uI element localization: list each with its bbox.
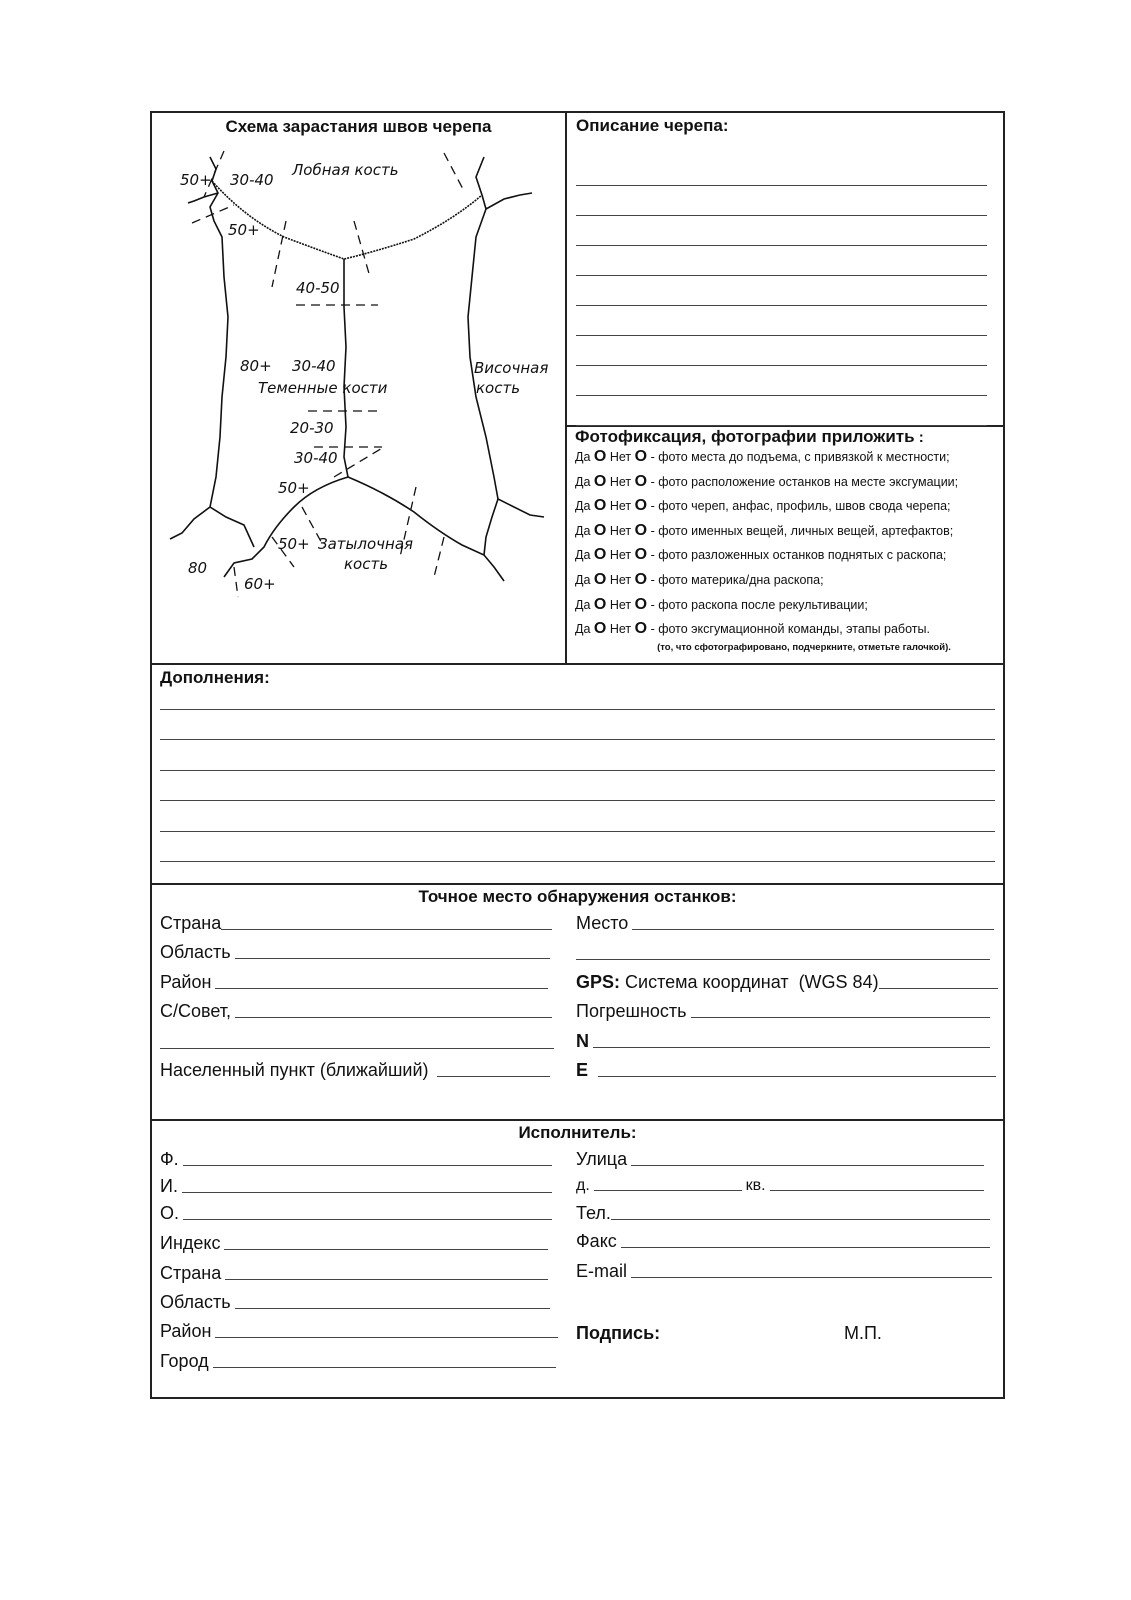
photo-item-label: - фото расположение останков на месте эксгумации;	[650, 474, 959, 489]
additions-title: Дополнения:	[160, 668, 270, 687]
no-radio[interactable]: O	[634, 521, 648, 539]
photo-item-label: - фото места до подъема, с привязкой к местности;	[650, 450, 950, 464]
occipital-bone-label-2: кость	[344, 555, 389, 573]
yes-radio[interactable]: O	[593, 497, 607, 515]
east-coordinate-field[interactable]: E	[576, 1060, 996, 1081]
skull-scheme-title: Схема зарастания швов черепа	[225, 117, 492, 136]
house-apartment-field[interactable]: д. кв.	[576, 1177, 984, 1195]
photo-item: Да O Нет O - фото места до подъема, с привязкой к местности;	[575, 448, 950, 465]
photo-item-label: - фото именных вещей, личных вещей, артефактов;	[650, 523, 954, 538]
photo-item-label: - фото раскопа после рекультивации;	[650, 597, 868, 612]
city-field[interactable]: Город	[160, 1351, 556, 1372]
email-field[interactable]: E-mail	[576, 1261, 992, 1282]
age-label: 60+	[244, 575, 276, 593]
age-label: 30-40	[230, 171, 274, 189]
house-input[interactable]	[594, 1190, 742, 1191]
parietal-bone-label: Теменные кости	[258, 379, 388, 397]
executor-region-field[interactable]: Область	[160, 1292, 550, 1313]
surname-field[interactable]: Ф.	[160, 1149, 552, 1170]
district-field[interactable]: Район	[160, 972, 548, 993]
village-council-extra-line[interactable]	[160, 1031, 554, 1053]
north-coordinate-field[interactable]: N	[576, 1031, 990, 1052]
age-label: 80	[188, 559, 208, 577]
photo-item: Да O Нет O - фото расположение останков на месте эксгумации;	[575, 472, 959, 490]
photo-item-label: - фото разложенных останков поднятых с раскопа;	[650, 548, 947, 563]
executor-country-field[interactable]: Страна	[160, 1263, 548, 1284]
gps-field[interactable]: GPS: Система координат (WGS 84)	[576, 972, 998, 993]
no-radio[interactable]: O	[634, 620, 648, 638]
no-radio[interactable]: O	[634, 546, 648, 564]
photo-item: Да O Нет O - фото разложенных останков поднятых с раскопа;	[575, 546, 947, 564]
location-title: Точное место обнаружения останков:	[418, 887, 737, 906]
photo-item-label: - фото материка/дна раскопа;	[650, 572, 824, 587]
age-label: 30-40	[292, 357, 336, 375]
yes-radio[interactable]: O	[593, 472, 607, 490]
skull-sutures-diagram	[164, 147, 554, 607]
age-label: 50+	[278, 479, 310, 497]
yes-radio[interactable]: O	[593, 570, 607, 588]
no-radio[interactable]: O	[634, 497, 648, 515]
country-field[interactable]: Страна	[160, 913, 552, 934]
skull-row	[152, 113, 1003, 665]
photo-item-label: - фото эксгумационной команды, этапы работы.	[650, 622, 930, 637]
age-label: 50+	[228, 221, 260, 239]
photo-checklist	[575, 445, 1003, 642]
yes-radio[interactable]: O	[593, 595, 607, 613]
skull-description-section	[567, 113, 1003, 427]
age-label: 40-50	[296, 279, 340, 297]
yes-radio[interactable]: O	[593, 521, 607, 539]
skull-description-title: Описание черепа:	[576, 116, 729, 135]
village-council-field[interactable]: С/Совет,	[160, 1001, 552, 1022]
fax-field[interactable]: Факс	[576, 1231, 990, 1252]
photo-note: (то, что сфотографировано, подчеркните, отметьте галочкой).	[657, 641, 951, 653]
executor-district-field[interactable]: Район	[160, 1321, 558, 1342]
no-radio[interactable]: O	[634, 472, 648, 490]
temporal-bone-label-2: кость	[476, 379, 521, 397]
age-label: 50+	[180, 171, 212, 189]
no-radio[interactable]: O	[634, 570, 648, 588]
photo-item: Да O Нет O - фото раскопа после рекультивации;	[575, 595, 868, 613]
place-field[interactable]: Место	[576, 913, 994, 934]
skull-scheme-cell	[152, 113, 567, 663]
age-label: 30-40	[294, 449, 338, 467]
place-extra-line[interactable]	[576, 942, 990, 964]
age-label: 80+	[240, 357, 272, 375]
additions-row	[152, 665, 1003, 885]
age-label: 50+	[278, 535, 310, 553]
gps-label: GPS:	[576, 972, 621, 992]
apartment-input[interactable]	[770, 1190, 984, 1191]
location-row	[152, 885, 1003, 1121]
executor-title: Исполнитель:	[518, 1123, 637, 1142]
yes-radio[interactable]: O	[593, 448, 607, 465]
additions-lines[interactable]	[160, 679, 995, 862]
occipital-bone-label-1: Затылочная	[318, 535, 414, 553]
street-field[interactable]: Улица	[576, 1149, 984, 1170]
settlement-field[interactable]: Населенный пункт (ближайший)	[160, 1060, 550, 1081]
executor-row	[152, 1121, 1003, 1397]
no-radio[interactable]: O	[634, 595, 648, 613]
name-field[interactable]: И.	[160, 1176, 552, 1197]
signature-label[interactable]: Подпись:	[576, 1323, 661, 1343]
yes-radio[interactable]: O	[593, 546, 607, 564]
stamp-label: М.П.	[844, 1323, 882, 1343]
photo-section-title: Фотофиксация, фотографии приложить	[575, 427, 915, 446]
accuracy-field[interactable]: Погрешность	[576, 1001, 990, 1022]
patronymic-field[interactable]: О.	[160, 1203, 552, 1224]
yes-radio[interactable]: O	[593, 620, 607, 638]
phone-field[interactable]: Тел.	[576, 1203, 990, 1224]
skull-description-lines[interactable]	[576, 156, 987, 426]
photo-item-label: - фото череп, анфас, профиль, швов свода черепа;	[650, 499, 951, 514]
exhumation-form	[150, 111, 1005, 1399]
photo-item: Да O Нет O - фото эксгумационной команды, этапы работы.	[575, 620, 930, 638]
photo-item: Да O Нет O - фото череп, анфас, профиль, швов свода черепа;	[575, 497, 951, 515]
no-radio[interactable]: O	[634, 448, 648, 465]
photo-item: Да O Нет O - фото именных вещей, личных вещей, артефактов;	[575, 521, 954, 539]
photo-section-colon: :	[914, 429, 924, 446]
region-field[interactable]: Область	[160, 942, 550, 963]
index-field[interactable]: Индекс	[160, 1233, 548, 1254]
frontal-bone-label: Лобная кость	[292, 161, 399, 179]
temporal-bone-label-1: Височная	[474, 359, 549, 377]
age-label: 20-30	[290, 419, 334, 437]
photo-item: Да O Нет O - фото материка/дна раскопа;	[575, 570, 824, 588]
